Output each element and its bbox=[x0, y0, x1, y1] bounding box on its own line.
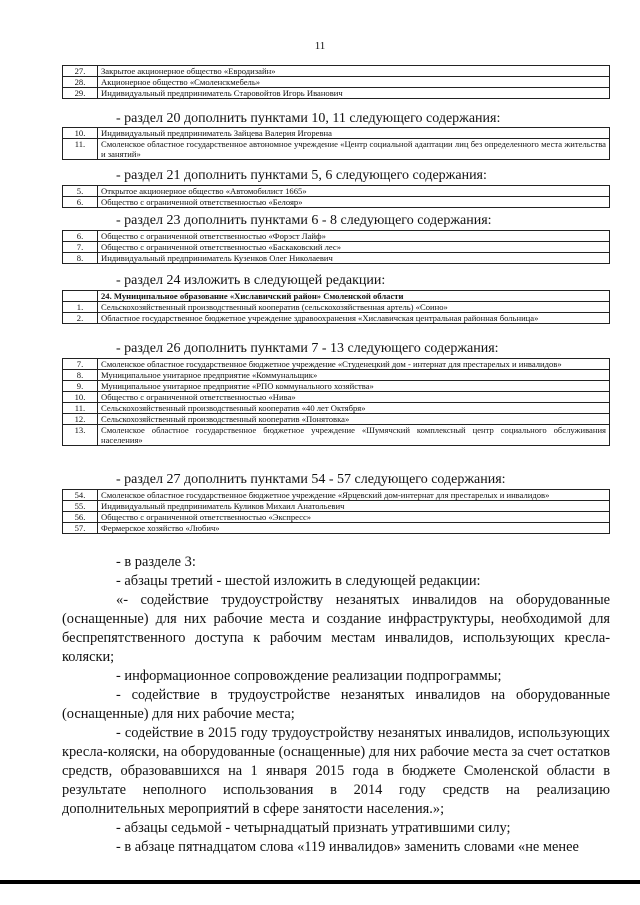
row-text: Общество с ограниченной ответственностью «Форэст Лайф» bbox=[98, 231, 610, 242]
table-row bbox=[63, 425, 610, 446]
row-text: Открытое акционерное общество «Автомобилист 1665» bbox=[98, 186, 610, 197]
row-text: Смоленское областное государственное автономное учреждение «Центр социальной адаптации лиц без определенного места жительства и занятий» bbox=[98, 139, 610, 160]
row-number: 11. bbox=[63, 139, 98, 160]
row-text: Индивидуальный предприниматель Куликов Михаил Анатольевич bbox=[98, 501, 610, 512]
table-row bbox=[63, 242, 610, 253]
table-row bbox=[63, 186, 610, 197]
body-text bbox=[62, 553, 610, 857]
row-number: 27. bbox=[63, 66, 98, 77]
table-row bbox=[63, 66, 610, 77]
table-row bbox=[63, 197, 610, 208]
row-number: 55. bbox=[63, 501, 98, 512]
table-row bbox=[63, 392, 610, 403]
table-row bbox=[63, 490, 610, 501]
row-text: Индивидуальный предприниматель Старовойтов Игорь Иванович bbox=[98, 88, 610, 99]
entries-table bbox=[62, 230, 610, 264]
row-number: 12. bbox=[63, 414, 98, 425]
row-text: Смоленское областное государственное бюджетное учреждение «Студенецкий дом - интернат для престарелых и инвалидов» bbox=[98, 359, 610, 370]
row-number: 29. bbox=[63, 88, 98, 99]
row-number: 54. bbox=[63, 490, 98, 501]
row-number: 6. bbox=[63, 231, 98, 242]
paragraph: «- содействие трудоустройству незанятых инвалидов на оборудованные (оснащенные) для них рабочие места и создание инфраструктуры, необходимой для беспрепятственного доступа к рабочим местам инвалидов, использующих кресла-коляски; bbox=[62, 592, 610, 665]
paragraph: - содействие в 2015 году трудоустройству незанятых инвалидов, использующих кресла-коляски, на оборудованные (оснащенные) для них рабочие места за счет остатков средств, образовавшихся на 1 января 2015 года в бюджете Смоленской области в результате неполного использования в 2014 году средств на реализацию дополнительных мероприятий в сфере занятости населения.»; bbox=[62, 725, 610, 817]
row-text: Общество с ограниченной ответственностью «Белояр» bbox=[98, 197, 610, 208]
row-number: 8. bbox=[63, 370, 98, 381]
municipality-header: 24. Муниципальное образование «Хиславичский район» Смоленской области bbox=[98, 291, 610, 302]
row-text: Общество с ограниченной ответственностью «Баскаковский лес» bbox=[98, 242, 610, 253]
row-number: 2. bbox=[63, 313, 98, 324]
row-text: Акционерное общество «Смоленскмебель» bbox=[98, 77, 610, 88]
row-number: 5. bbox=[63, 186, 98, 197]
row-text: Смоленское областное государственное бюджетное учреждение «Ярцевский дом-интернат для престарелых и инвалидов» bbox=[98, 490, 610, 501]
table-section-23 bbox=[62, 230, 610, 264]
row-number: 28. bbox=[63, 77, 98, 88]
table-row bbox=[63, 313, 610, 324]
row-text: Общество с ограниченной ответственностью «Нива» bbox=[98, 392, 610, 403]
entries-table bbox=[62, 185, 610, 208]
paragraph: - содействие в трудоустройстве незанятых инвалидов на оборудованные (оснащенные) для них рабочие места; bbox=[62, 687, 610, 722]
paragraph: - в абзаце пятнадцатом слова «119 инвалидов» заменить словами «не менее bbox=[116, 839, 579, 855]
table-row bbox=[63, 359, 610, 370]
table-row bbox=[63, 403, 610, 414]
row-text: Сельскохозяйственный производственный кооператив (сельскохозяйственная артель) «Соино» bbox=[98, 302, 610, 313]
row-number: 7. bbox=[63, 359, 98, 370]
row-number: 11. bbox=[63, 403, 98, 414]
section-23-heading: - раздел 23 дополнить пунктами 6 - 8 следующего содержания: bbox=[116, 213, 492, 228]
table-section-21 bbox=[62, 185, 610, 208]
row-number: 7. bbox=[63, 242, 98, 253]
paragraph: - абзацы седьмой - четырнадцатый признать утратившими силу; bbox=[116, 820, 511, 836]
paragraph: - информационное сопровождение реализации подпрограммы; bbox=[116, 668, 502, 684]
paragraph: - абзацы третий - шестой изложить в следующей редакции: bbox=[116, 573, 481, 589]
row-number: 1. bbox=[63, 302, 98, 313]
table-row bbox=[63, 139, 610, 160]
paragraph: - в разделе 3: bbox=[116, 554, 196, 570]
row-number: 8. bbox=[63, 253, 98, 264]
table-row bbox=[63, 253, 610, 264]
table-section-27 bbox=[62, 489, 610, 534]
row-text: Сельскохозяйственный производственный кооператив «Понятовка» bbox=[98, 414, 610, 425]
table-header-row bbox=[63, 291, 610, 302]
bottom-rule bbox=[0, 880, 640, 884]
section-24-heading: - раздел 24 изложить в следующей редакции: bbox=[116, 273, 386, 288]
entries-table bbox=[62, 489, 610, 534]
row-number: 13. bbox=[63, 425, 98, 446]
table-row bbox=[63, 88, 610, 99]
table-row bbox=[63, 523, 610, 534]
table-row bbox=[63, 512, 610, 523]
row-number: 10. bbox=[63, 392, 98, 403]
row-text: Закрытое акционерное общество «Евродизайн» bbox=[98, 66, 610, 77]
row-number: 6. bbox=[63, 197, 98, 208]
row-number bbox=[63, 291, 98, 302]
row-number: 10. bbox=[63, 128, 98, 139]
table-section-24 bbox=[62, 290, 610, 324]
table-row bbox=[63, 231, 610, 242]
section-21-heading: - раздел 21 дополнить пунктами 5, 6 следующего содержания: bbox=[116, 168, 487, 183]
table-row bbox=[63, 370, 610, 381]
row-text: Областное государственное бюджетное учреждение здравоохранения «Хиславичская центральная районная больница» bbox=[98, 313, 610, 324]
row-number: 9. bbox=[63, 381, 98, 392]
table-row bbox=[63, 381, 610, 392]
section-27-heading: - раздел 27 дополнить пунктами 54 - 57 следующего содержания: bbox=[116, 472, 506, 487]
page-number: 11 bbox=[314, 40, 326, 52]
table-section-20 bbox=[62, 127, 610, 160]
row-text: Муниципальное унитарное предприятие «РПО коммунального хозяйства» bbox=[98, 381, 610, 392]
entries-table bbox=[62, 358, 610, 446]
table-section-26 bbox=[62, 358, 610, 446]
entries-table bbox=[62, 290, 610, 324]
row-text: Индивидуальный предприниматель Зайцева Валерия Игоревна bbox=[98, 128, 610, 139]
entries-table bbox=[62, 65, 610, 99]
section-20-heading: - раздел 20 дополнить пунктами 10, 11 следующего содержания: bbox=[116, 111, 501, 126]
row-text: Фермерское хозяйство «Любич» bbox=[98, 523, 610, 534]
row-text: Муниципальное унитарное предприятие «Коммунальщик» bbox=[98, 370, 610, 381]
row-text: Смоленское областное государственное бюджетное учреждение «Шумячский комплексный центр социального обслуживания населения» bbox=[98, 425, 610, 446]
row-text: Общество с ограниченной ответственностью «Экспресс» bbox=[98, 512, 610, 523]
table-row bbox=[63, 77, 610, 88]
entries-table bbox=[62, 127, 610, 160]
section-26-heading: - раздел 26 дополнить пунктами 7 - 13 следующего содержания: bbox=[116, 341, 499, 356]
row-number: 56. bbox=[63, 512, 98, 523]
table-row bbox=[63, 501, 610, 512]
table-row bbox=[63, 414, 610, 425]
table-row bbox=[63, 128, 610, 139]
table-section-19 bbox=[62, 65, 610, 99]
row-text: Индивидуальный предприниматель Кузенков Олег Николаевич bbox=[98, 253, 610, 264]
table-row bbox=[63, 302, 610, 313]
row-text: Сельскохозяйственный производственный кооператив «40 лет Октября» bbox=[98, 403, 610, 414]
row-number: 57. bbox=[63, 523, 98, 534]
